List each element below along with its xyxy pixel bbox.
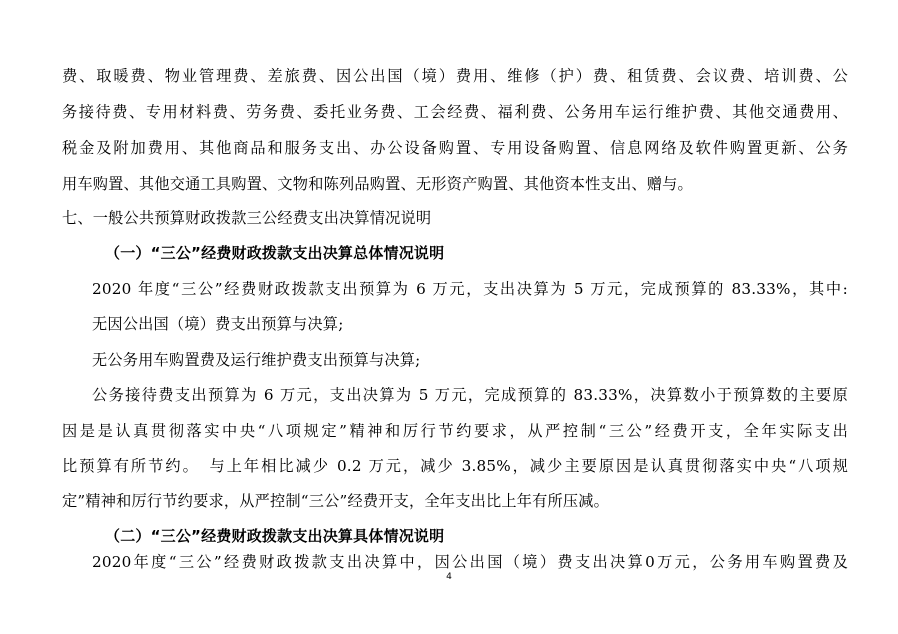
reception-expense-line-1: 公务接待费支出预算为 6 万元，支出决算为 5 万元，完成预算的 83.33%，决算数小于预算数的主要原 (92, 386, 848, 404)
section-heading: 七、一般公共预算财政拨款三公经费支出决算情况说明 (62, 209, 432, 227)
reception-expense-line-4: 定”精神和厉行节约要求，从严控制“三公”经费开支，全年支出比上年有所压减。 (62, 492, 610, 510)
subsection-heading-2: （二）“三公”经费财政拨款支出决算具体情况说明 (105, 527, 445, 545)
summary-text-line: 2020 年度“三公”经费财政拨款支出预算为 6 万元，支出决算为 5 万元，完成预算的 83.33%，其中: (92, 280, 848, 298)
vehicle-expense-text: 无公务用车购置费及运行维护费支出预算与决算; (92, 351, 421, 369)
overseas-expense-text: 无因公出国（境）费支出预算与决算; (92, 315, 344, 333)
body-text-line-4: 用车购置、其他交通工具购置、文物和陈列品购置、无形资产购置、其他资本性支出、赠与。 (62, 175, 693, 193)
reception-expense-line-3: 比预算有所节约。 与上年相比减少 0.2 万元，减少 3.85%，减少主要原因是认真贯彻落实中央“八项规 (62, 457, 848, 475)
reception-expense-line-2: 因是是认真贯彻落实中央“八项规定”精神和厉行节约要求，从严控制“三公”经费开支，全年实际支出 (62, 422, 848, 440)
body-text-line-1: 费、取暖费、物业管理费、差旅费、因公出国（境）费用、维修（护）费、租赁费、会议费、培训费、公 (62, 67, 848, 85)
body-text-line-2: 务接待费、专用材料费、劳务费、委托业务费、工会经费、福利费、公务用车运行维护费、其他交通费用、 (62, 103, 848, 121)
detail-text-line: 2020年度“三公”经费财政拨款支出决算中，因公出国（境）费支出决算0万元，公务用车购置费及 (92, 553, 848, 571)
subsection-heading-1: （一）“三公”经费财政拨款支出决算总体情况说明 (105, 244, 445, 262)
page-number: 4 (446, 572, 452, 582)
body-text-line-3: 税金及附加费用、其他商品和服务支出、办公设备购置、专用设备购置、信息网络及软件购置更新、公务 (62, 139, 848, 157)
